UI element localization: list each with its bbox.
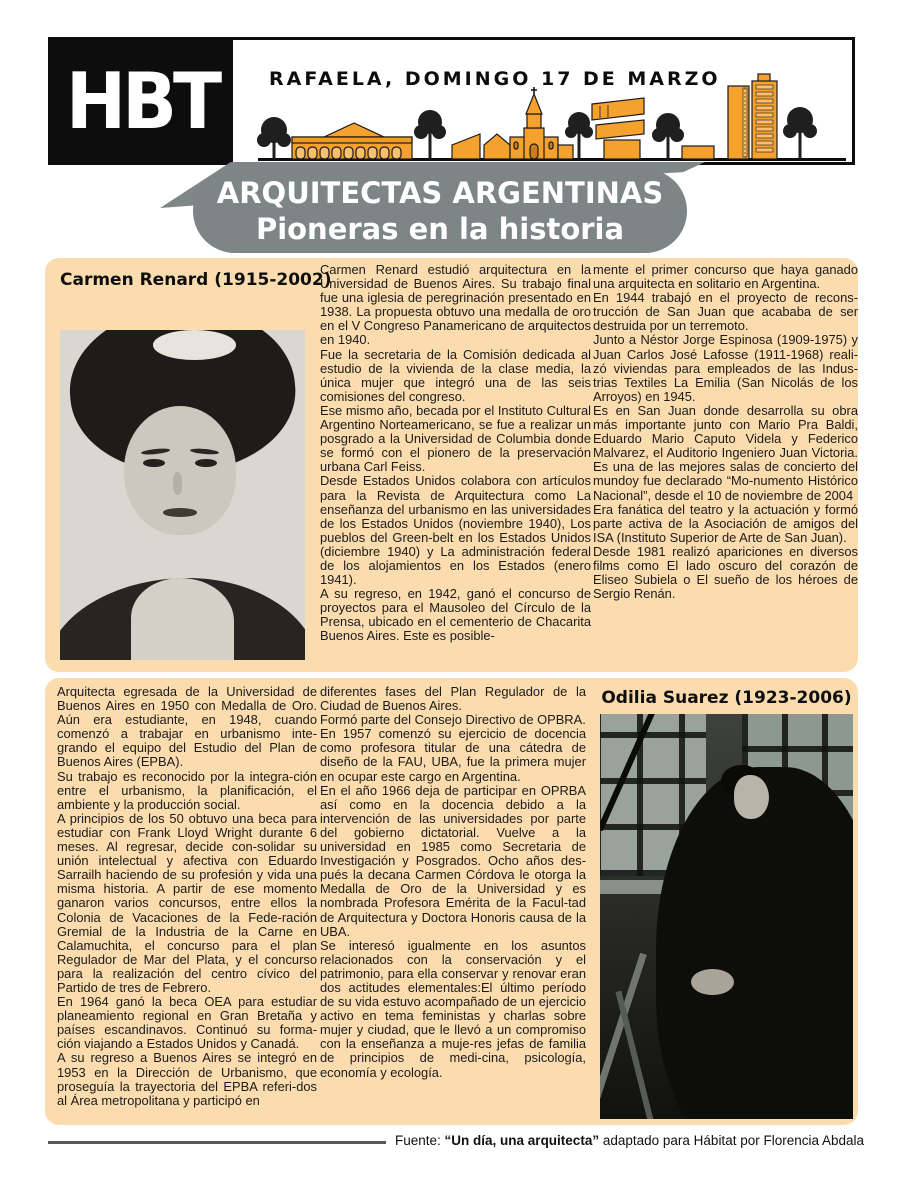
paragraph: A su regreso, en 1942, ganó el concurso de proyectos para el Mausoleo del Círculo de la Prensa, ubicado en el cementerio de Chacarita Buenos Aires. Este es posible-	[320, 586, 591, 644]
paragraph: Fue la secretaria de la Comisión dedicada al estudio de la vivienda de la clase media, la única mujer que integró una de las seis comisiones del congreso.	[320, 346, 591, 404]
carmen-renard-photo	[60, 330, 305, 660]
slanted-building	[452, 134, 480, 159]
paragraph: A principios de los 50 obtuvo una beca para estudiar con Frank Lloyd Wright durante 6 meses. Al regresar, decide con-solidar su unión intelectual y afectiva con Eduardo Sarrailh haciendo de su profesión y vida una misma historia. A partir de ese momento ganaron varios concursos, entre ellos la Colonia de Vacaciones de la Fede-ración Gremial de la Industria de la Carne en Calamuchita, el concurso para el plan Regulador de Mar del Plata, y el concurso para la realización del centro cívico del Partido de tres de Febrero.	[57, 810, 317, 995]
footer-credit: adaptado para Hábitat por Florencia Abdala	[602, 1133, 865, 1148]
paragraph: Ese mismo año, becada por el Instituto Cultural Argentino Norteamericano, se fue a realizar un posgrado a la Universidad de Columbia donde se formó con el pionero de la preservación urbana Carl Feiss.	[320, 402, 591, 475]
paragraph: En el año 1966 deja de participar en OPRBA así como en la docencia debido a la intervención de las universidades por parte del gobierno dictatorial. Vuelve a la universidad en 1985 como Secretaria de Investigación y Posgrados. Ocho años des-pués la decana Carmen Córdova le otorga la Medalla de Oro de la Universidad y es nombrada Profesora Emérita de la Facul-tad de Arquitectura y Doctora Honoris causa de la UBA.	[320, 782, 586, 939]
photo-detail	[143, 459, 165, 467]
tree-icon	[257, 117, 291, 159]
article-column	[593, 263, 858, 601]
tower-building	[728, 86, 749, 159]
peaked-house	[484, 134, 510, 159]
tower-grid-building	[752, 74, 777, 159]
church-building	[510, 87, 558, 159]
article-odilia-suarez	[45, 678, 858, 1125]
article-column	[57, 685, 317, 1108]
article-column	[320, 685, 586, 1080]
low-building	[682, 146, 714, 159]
paragraph: Es en San Juan donde desarrolla su obra más importante junto con Mario Pra Baldi, Eduardo Mario Caputo Videla y Federico Malvarez, el Auditorio Ingeniero Juan Victoria. Es una de las mejores salas de concierto del mundoy fue declarado “Mo-numento Histórico Nacional”, desde el 10 de noviembre de 2004	[593, 402, 858, 503]
paragraph: Desde 1981 realizó apariciones en diversos films como El lado oscuro del corazón de Eliseo Subiela o El sueño de los héroes de Sergio Renán.	[593, 543, 858, 602]
logo-box	[51, 40, 233, 162]
article-heading: Carmen Renard (1915-2002)	[60, 270, 332, 290]
masthead	[48, 37, 855, 165]
hbt-logo: HBT	[65, 55, 219, 147]
photo-detail	[173, 472, 183, 495]
paragraph: diferentes fases del Plan Regulador de la Ciudad de Buenos Aires.	[320, 684, 586, 714]
photo-detail	[195, 459, 217, 467]
photo-detail	[163, 508, 197, 517]
footer-label: Fuente:	[395, 1133, 441, 1148]
paragraph: Formó parte del Consejo Directivo de OPBRA.	[320, 712, 586, 728]
paragraph: Carmen Renard estudió arquitectura en la Universidad de Buenos Aires. Su trabajo final fue una iglesia de peregrinación presentado en 1938. La propuesta obtuvo una medalla de oro en el V Congreso Panamericano de arquitectos en 1940.	[320, 262, 591, 348]
photo-hands-shape	[131, 578, 234, 661]
photo-easel-shape	[600, 953, 647, 1119]
article-column	[320, 263, 591, 644]
paragraph: En 1964 ganó la beca OEA para estudiar planeamiento regional en Gran Bretaña y países escandinavos. Continuó su forma-ción viajando a Estados Unidos y Canadá.	[57, 994, 317, 1052]
tree-icon	[783, 107, 817, 159]
page-title: ARQUITECTAS ARGENTINAS	[216, 176, 664, 210]
paragraph: En 1944 trabajó en el proyecto de recons-trucción de San Juan que acababa de ser destruida por un terremoto.	[593, 290, 858, 334]
footer-rule	[48, 1141, 386, 1144]
paragraph: En 1957 comenzó su ejercicio de docencia como profesora titular de una cátedra de diseño de la FAU, UBA, fue la primera mujer en ocupar este cargo en Argentina.	[320, 726, 586, 784]
paragraph: mente el primer concurso que haya ganado una arquitecta en solitario en Argentina.	[593, 262, 858, 292]
article-carmen-renard	[45, 258, 858, 672]
photo-highlight-shape	[153, 330, 236, 360]
article-heading: Odilia Suarez (1923-2006)	[601, 688, 852, 708]
paragraph: Desde Estados Unidos colabora con artículos para la Revista de Arquitectura como La enseñanza del urbanismo en las universidades de los Estados Unidos (noviembre 1940), Los pueblos del Green-belt en los Estados Unidos (diciembre 1940) y La administración federal de los alojamientos en los Estados (enero 1941).	[320, 473, 591, 588]
footer-source	[395, 1133, 864, 1148]
tree-icon	[652, 113, 684, 159]
title-banner	[193, 169, 687, 253]
photo-figure-shape	[656, 767, 853, 1119]
annex-building	[558, 145, 573, 159]
modern-building	[592, 98, 644, 159]
footer-source-title: “Un día, una arquitecta”	[444, 1133, 600, 1148]
dateline: RAFAELA, DOMINGO 17 DE MARZO	[269, 68, 721, 90]
arcade-building	[292, 123, 412, 159]
paragraph: Era fanática del teatro y la actuación y formó parte activa de la Asociación de amigos del ISA (Instituto Superior de Arte de San Juan).	[593, 501, 858, 545]
paragraph: Junto a Néstor Jorge Espinosa (1909-1975) y Juan Carlos José Lafosse (1911-1968) reali-zó viviendas para empleados de las Indus-trias Textiles La Emilia (San Nicolás de los Arroyos) en 1945.	[593, 332, 858, 404]
page-subtitle: Pioneras en la historia	[255, 212, 625, 246]
paragraph: Arquitecta egresada de la Universidad de Buenos Aires en 1950 con Medalla de Oro. Aún era estudiante, en 1948, cuando comenzó a trabajar en urbanismo inte-grando el equipo del Estudio del Plan de Buenos Aires (EPBA).	[57, 684, 317, 770]
odilia-suarez-photo	[600, 714, 853, 1119]
photo-easel-shape	[616, 991, 661, 1119]
paragraph: Se interesó igualmente en los asuntos relacionados con la conservación y el patrimonio, para ella conservar y renovar eran dos actitudes elementales:El último período de su vida estuvo acompañado de un ejercicio activo en tema feministas y charlas sobre mujer y ciudad, que le llevó a un compromiso con la enseñanza a muje-res jefas de familia de principios de medi-cina, psicología, economía y ecología.	[320, 937, 586, 1080]
tree-icon	[414, 110, 446, 159]
paragraph: Su trabajo es reconocido por la integra-ción entre el urbanismo, la planificación, el ambiente y la producción social.	[57, 768, 317, 812]
city-skyline-illustration	[252, 50, 852, 162]
paragraph: A su regreso a Buenos Aires se integró en 1953 en la Dirección de Urbanismo, que proseguía la trayectoria del EPBA referi-dos al Área metropolitana y participó en	[57, 1050, 317, 1108]
